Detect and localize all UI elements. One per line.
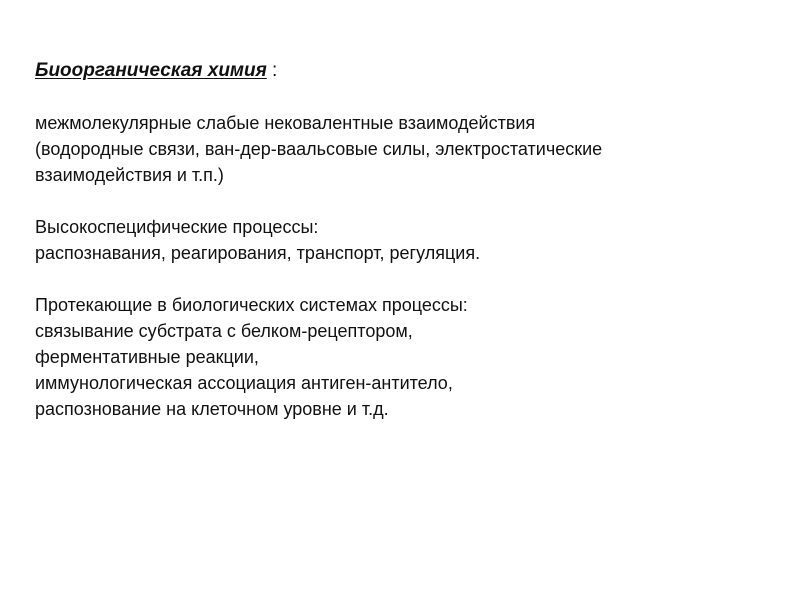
text-line: Протекающие в биологических системах процессы:	[35, 295, 468, 315]
slide-title	[35, 58, 775, 84]
title-colon: :	[266, 60, 278, 81]
title-text: Биоорганическая химия	[35, 60, 267, 81]
slide-content	[35, 58, 775, 448]
text-line: (водородные связи, ван-дер-ваальсовые силы, электростатические	[35, 139, 603, 159]
text-line: связывание субстрата с белком-рецептором,	[35, 321, 413, 341]
text-line: Высокоспецифические процессы:	[35, 217, 319, 237]
text-line: взаимодействия и т.п.)	[35, 165, 224, 185]
intermolecular-interactions-block	[35, 110, 775, 188]
text-line: распознование на клеточном уровне и т.д.	[35, 399, 389, 419]
specific-processes-block	[35, 214, 775, 266]
text-line: межмолекулярные слабые нековалентные взаимодействия	[35, 113, 536, 133]
text-line: ферментативные реакции,	[35, 347, 259, 367]
text-line: распознавания, реагирования, транспорт, регуляция.	[35, 243, 481, 263]
text-line: иммунологическая ассоциация антиген-антитело,	[35, 373, 453, 393]
biological-processes-block	[35, 292, 775, 422]
